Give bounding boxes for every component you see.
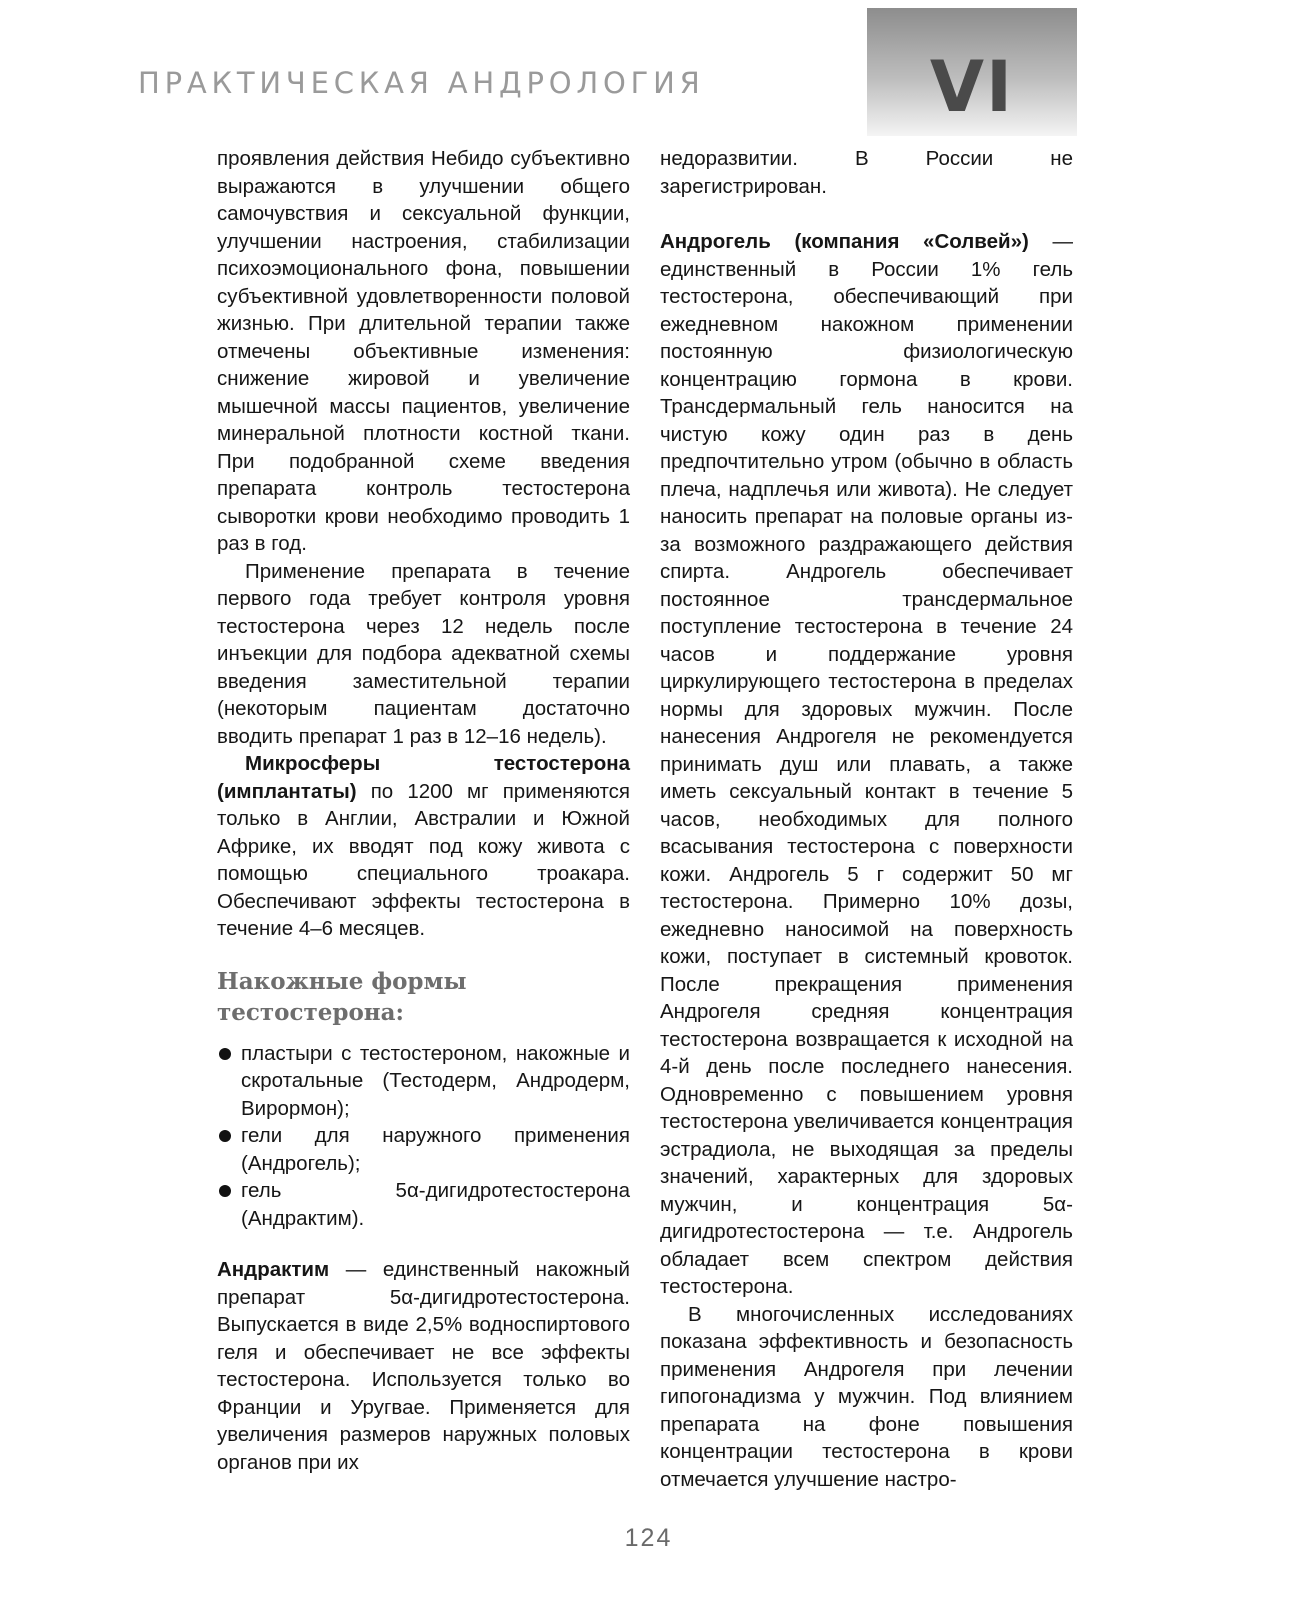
bullet-icon [219,1185,231,1197]
chapter-number: VI [929,46,1015,128]
bullet-list [217,1040,630,1233]
list-item [217,1040,630,1123]
paragraph [660,228,1073,1301]
term-microspheres: Микросферы тестостерона (имплантаты) [217,752,630,803]
paragraph: недоразвитии. В России не зарегистрирован. [660,147,1073,198]
list-item [217,1122,630,1177]
paragraph [217,750,630,943]
left-column [217,145,630,1476]
running-head: ПРАКТИЧЕСКАЯ АНДРОЛОГИЯ [138,66,705,100]
list-item-text: гели для наружного применения (Андрогель); [241,1124,630,1175]
page-number: 124 [624,1524,673,1552]
chapter-tab [867,8,1077,136]
paragraph-text: — единственный накожный препарат 5α-дигидротестостерона. Выпускается в виде 2,5% водноспиртового геля и обеспечивает не все эффекты тестостерона. Используется только во Франции и Уругвае. Применяется для увеличения размеров наружных половых органов при их [217,1258,630,1474]
term-androgel: Андрогель (компания «Солвей») [660,230,1029,253]
bullet-icon [219,1130,231,1142]
list-item-text: гель 5α-дигидротестостерона (Андрактим). [241,1179,630,1230]
right-column [660,145,1073,1493]
term-andractim: Андрактим [217,1258,330,1281]
paragraph: Применение препарата в течение первого года требует контроля уровня тестостерона через 12 недель после инъекции для подбора адекватной схемы введения заместительной терапии (некоторым пациентам достаточно вводить препарат 1 раз в 12–16 недель). [217,559,630,748]
paragraph-text: — единственный в России 1% гель тестостерона, обеспечивающий при ежедневном накожном применении постоянную физиологическую концентрацию гормона в крови. Трансдермальный гель наносится на чистую кожу один раз в день предпочтительно утром (обычно в область плеча, надплечья или живота). Не следует наносить препарат на половые органы из-за возможного раздражающего действия спирта. Андрогель обеспечивает постоянное трансдермальное поступление тестостерона в течение 24 часов и поддержание уровня циркулирующего тестостерона в пределах нормы для здоровых мужчин. После нанесения Андрогеля не рекомендуется принимать душ или плавать, а также иметь сексуальный контакт в течение 5 часов, необходимых для полного всасывания тестостерона с поверхности кожи. Андрогель 5 г содержит 50 мг тестостерона. Примерно 10% дозы, ежедневно наносимой на поверхность кожи, поступает в системный кровоток. После прекращения применения Андрогеля средняя концентрация тестостерона возвращается к исходной на 4-й день после последнего нанесения. Одновременно с повышением уровня тестостерона увеличивается концентрация эстрадиола, не выходящая за пределы значений, характерных для здоровых мужчин, и концентрация 5α- дигидротестостерона — т.е. Андрогель обладает всем спектром действия тестостерона. [660,230,1073,1298]
list-item [217,1177,630,1232]
list-item-text: пластыри с тестостероном, накожные и скротальные (Тестодерм, Андродерм, Вирормон); [241,1041,630,1120]
paragraph-text: по 1200 мг применяются только в Англии, Австралии и Южной Африке, их вводят под кожу живота с помощью специального троакара. Обеспечивают эффекты тестостерона в течение 4–6 месяцев. [217,779,630,940]
section-heading: Накожные формы тестостерона: [217,967,467,1026]
bullet-icon [219,1048,231,1060]
paragraph: В многочисленных исследованиях показана эффективность и безопасность применения Андрогеля при лечении гипогонадизма у мужчин. Под влиянием препарата на фоне повышения концентрации тестостерона в крови отмечается улучшение настро- [660,1302,1073,1491]
paragraph: проявления действия Небидо субъективно выражаются в улучшении общего самочувствия и сексуальной функции, улучшении настроения, стабилизации психоэмоционального фона, повышении субъективной удовлетворенности половой жизнью. При длительной терапии также отмечены объективные изменения: снижение жировой и увеличение мышечной массы пациентов, увеличение минеральной плотности костной ткани. При подобранной схеме введения препарата контроль тестостерона сыворотки крови необходимо проводить 1 раз в год. [217,147,630,555]
paragraph [217,1256,630,1476]
